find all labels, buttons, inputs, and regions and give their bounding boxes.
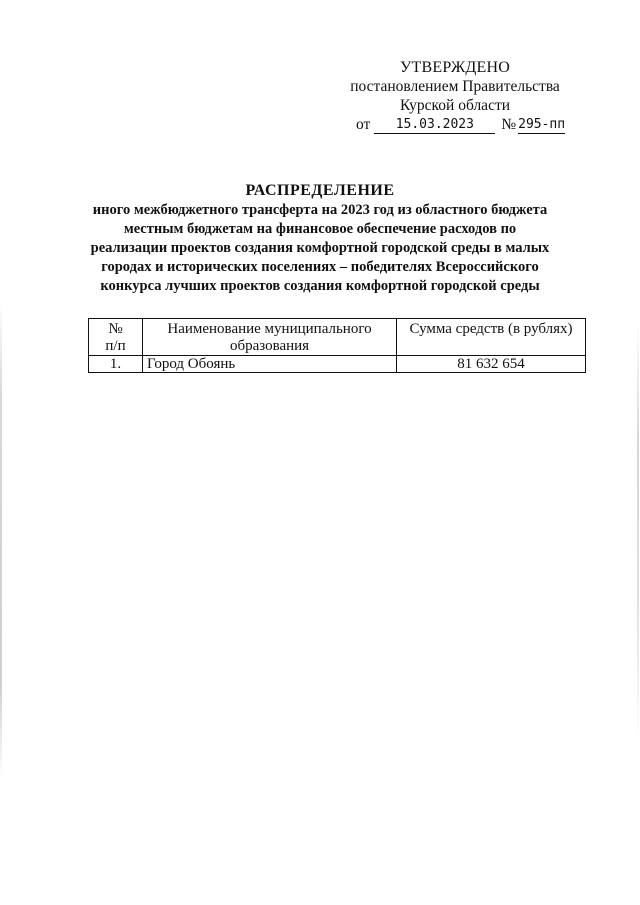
- approval-line-2: Курской области: [399, 97, 511, 114]
- header-municipality: Наименование муниципального образования: [143, 319, 397, 356]
- approval-line-1: постановлением Правительства: [350, 78, 560, 95]
- header-number: [89, 319, 143, 356]
- header-number-label: № п/п: [105, 321, 126, 354]
- approval-date-row: [356, 115, 570, 134]
- approval-number: 295-пп: [518, 117, 566, 132]
- table-header-row: [89, 319, 586, 356]
- approval-stamp: [340, 58, 570, 134]
- title-main: РАСПРЕДЕЛЕНИЕ: [245, 182, 395, 199]
- scan-edge-right: [637, 320, 639, 740]
- table-row: [89, 356, 586, 373]
- scan-edge-left: [0, 300, 2, 780]
- approval-date: 15.03.2023: [374, 117, 495, 134]
- row-number: 1.: [89, 356, 143, 373]
- title-line: иного межбюджетного трансферта на 2023 год из областного бюджета: [92, 202, 548, 218]
- date-prefix: от: [356, 116, 371, 133]
- approval-heading: УТВЕРЖДЕНО: [399, 59, 510, 76]
- number-prefix: №: [501, 116, 517, 133]
- title-line: местным бюджетам на финансовое обеспечение расходов по: [123, 221, 517, 237]
- title-line: городах и исторических поселениях – победителях Всероссийского: [101, 259, 539, 275]
- document-title: [70, 181, 570, 296]
- header-amount: Сумма средств (в рублях): [397, 319, 586, 356]
- row-amount: 81 632 654: [397, 356, 586, 373]
- distribution-table: [88, 318, 586, 373]
- title-line: конкурса лучших проектов создания комфортной городской среды: [100, 278, 540, 294]
- title-line: реализации проектов создания комфортной городской среды в малых: [90, 240, 550, 256]
- row-municipality: Город Обоянь: [143, 356, 397, 373]
